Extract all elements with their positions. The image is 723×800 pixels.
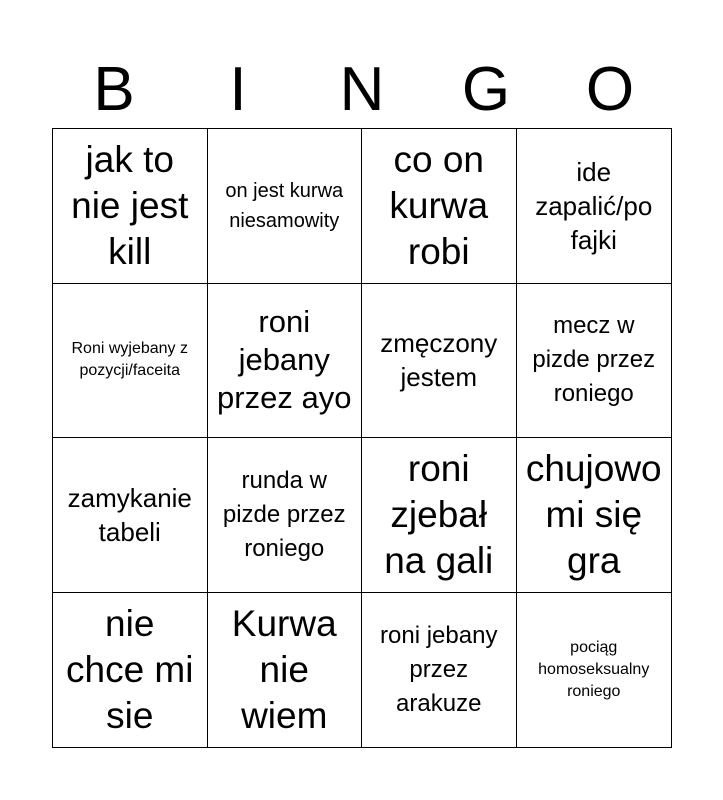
bingo-cell[interactable]: roni zjebał na gali [362, 438, 517, 593]
bingo-cell[interactable]: jak to nie jest kill [53, 129, 208, 284]
bingo-cell[interactable]: ide zapalić/po fajki [517, 129, 672, 284]
bingo-cell[interactable]: runda w pizde przez roniego [208, 438, 363, 593]
bingo-cell[interactable]: roni jebany przez arakuze [362, 593, 517, 748]
header-letter-o: O [585, 55, 635, 124]
header-letter-b: B [93, 55, 135, 124]
header-letter-n: N [339, 55, 385, 124]
bingo-cell[interactable]: co on kurwa robi [362, 129, 517, 284]
bingo-cell[interactable]: on jest kurwa niesamowity [208, 129, 363, 284]
bingo-header [52, 52, 672, 128]
header-letter-g: G [461, 55, 511, 124]
bingo-cell[interactable]: chujowo mi się gra [517, 438, 672, 593]
bingo-cell[interactable]: Roni wyjebany z pozycji/faceita [53, 284, 208, 439]
bingo-cell[interactable]: roni jebany przez ayo [208, 284, 363, 439]
bingo-cell[interactable]: pociąg homoseksualny roniego [538, 638, 650, 700]
header-letter-i: I [229, 55, 247, 124]
bingo-cell[interactable]: zmęczony jestem [362, 284, 517, 439]
bingo-cell[interactable]: mecz w pizde przez roniego [517, 284, 672, 439]
bingo-cell[interactable]: zamykanie tabeli [53, 438, 208, 593]
bingo-cell[interactable]: Kurwa nie wiem [208, 593, 363, 748]
bingo-cell[interactable]: nie chce mi sie [53, 593, 208, 748]
bingo-grid [52, 128, 672, 748]
